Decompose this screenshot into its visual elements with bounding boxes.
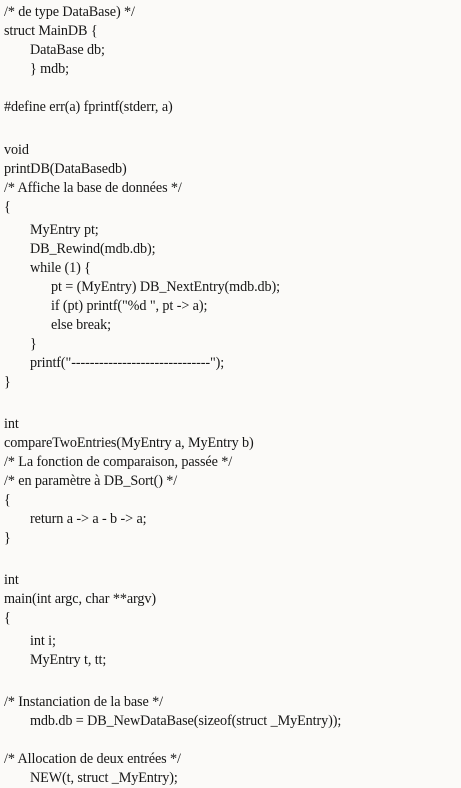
code-line: int i; [30, 633, 56, 649]
code-line: } [4, 374, 11, 390]
code-line: pt = (MyEntry) DB_NextEntry(mdb.db); [51, 279, 281, 295]
code-line: else break; [51, 317, 111, 333]
code-line: main(int argc, char **argv) [4, 591, 156, 607]
code-line: int [4, 572, 19, 588]
code-line: } [4, 530, 11, 546]
code-line: struct MainDB { [4, 23, 98, 39]
code-line: { [4, 199, 11, 215]
code-line: /* Affiche la base de données */ [4, 180, 182, 196]
code-line: printf("------------------------------"); [30, 355, 225, 371]
code-line: while (1) { [30, 260, 91, 276]
code-line: { [4, 492, 11, 508]
code-line: DB_Rewind(mdb.db); [30, 241, 156, 257]
code-line: /* en paramètre à DB_Sort() */ [4, 473, 178, 489]
code-line: MyEntry pt; [30, 222, 99, 238]
code-line: compareTwoEntries(MyEntry a, MyEntry b) [4, 435, 254, 451]
code-line: return a -> a - b -> a; [30, 511, 147, 527]
code-line: printDB(DataBasedb) [4, 161, 127, 177]
code-line: NEW(t, struct _MyEntry); [30, 770, 178, 786]
code-line: mdb.db = DB_NewDataBase(sizeof(struct _MyEntry)); [30, 713, 342, 729]
code-line: int [4, 416, 19, 432]
code-line: } [30, 336, 37, 352]
code-line: if (pt) printf("%d ", pt -> a); [51, 298, 208, 314]
code-line: } mdb; [30, 61, 69, 77]
code-line: { [4, 610, 11, 626]
code-line: /* Instanciation de la base */ [4, 694, 163, 710]
code-line: /* Allocation de deux entrées */ [4, 751, 181, 767]
code-line: MyEntry t, tt; [30, 652, 107, 668]
code-line: #define err(a) fprintf(stderr, a) [4, 99, 173, 115]
code-line: DataBase db; [30, 42, 105, 58]
code-line: /* de type DataBase) */ [4, 4, 135, 20]
code-line: /* La fonction de comparaison, passée */ [4, 454, 233, 470]
code-line: void [4, 142, 29, 158]
